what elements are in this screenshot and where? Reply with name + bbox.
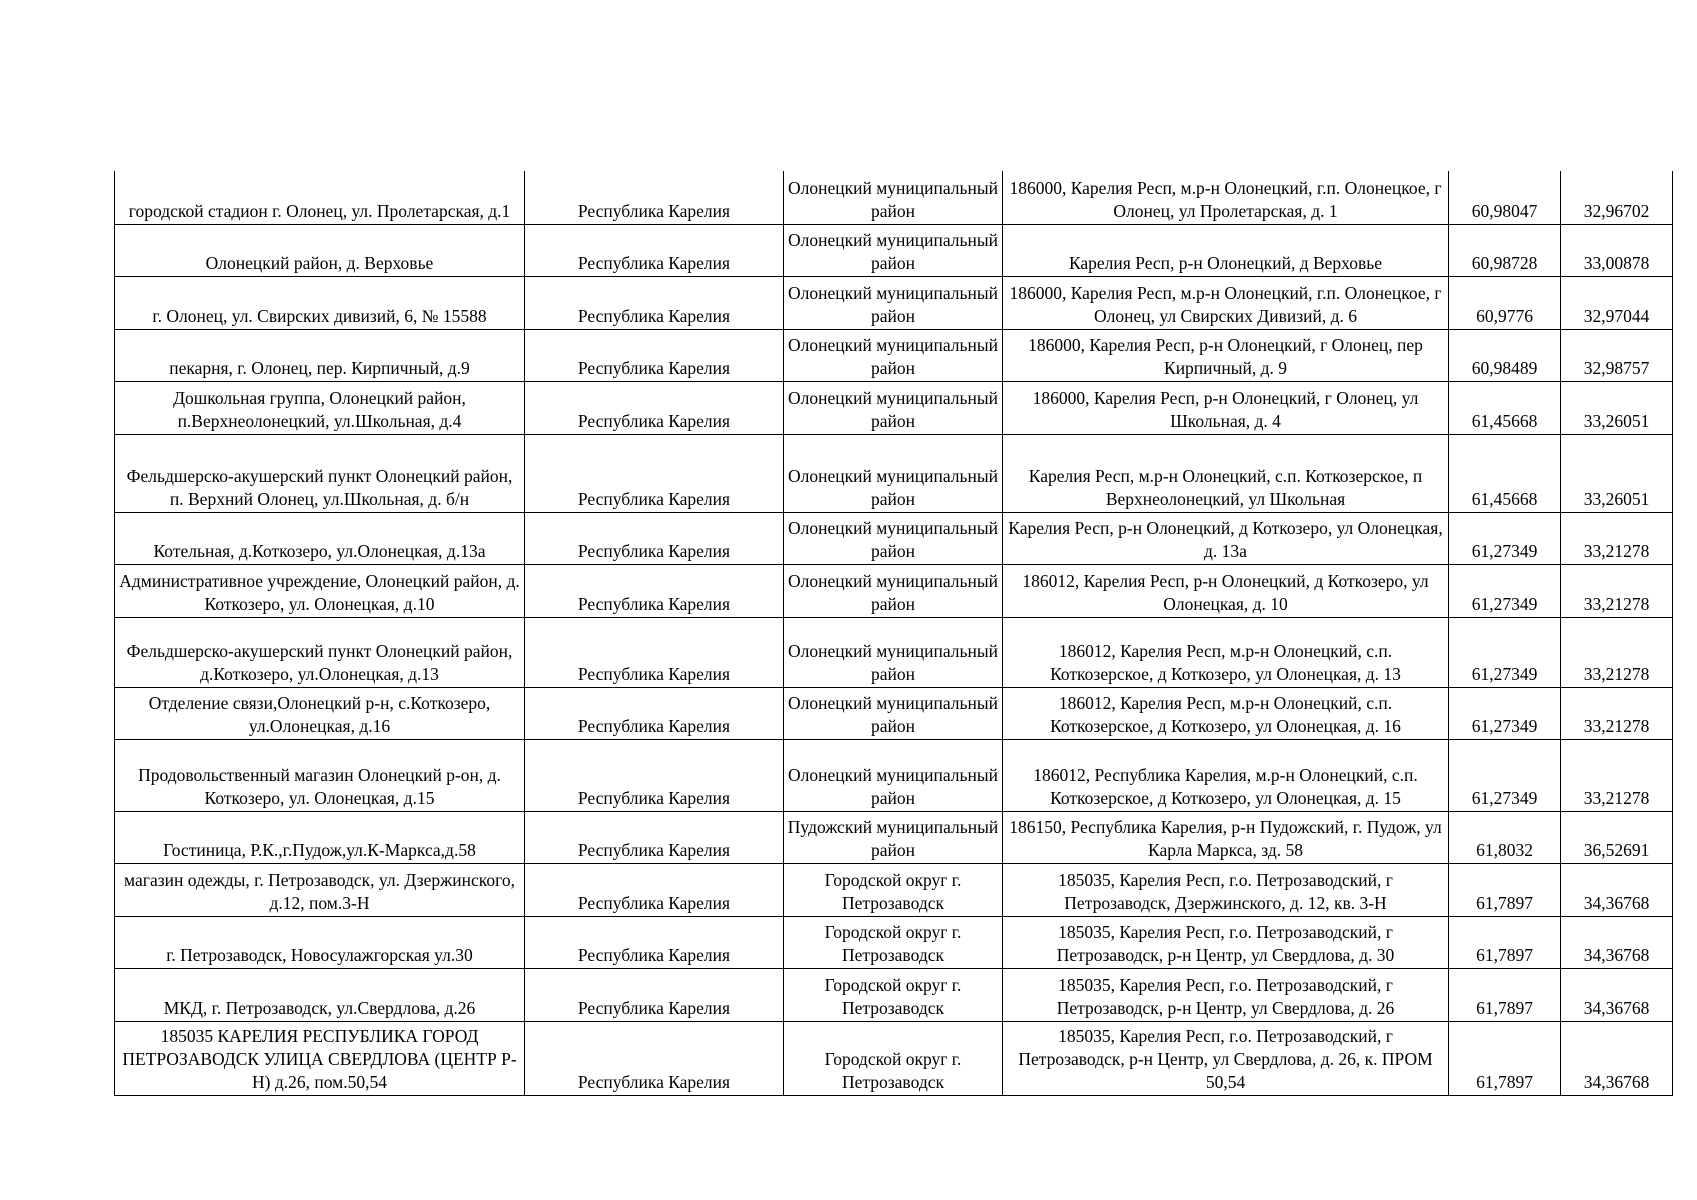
longitude-cell: 32,97044 [1561,276,1673,329]
object-name-cell: Олонецкий район, д. Верховье [115,224,525,276]
latitude-cell: 61,27349 [1449,617,1561,687]
district-cell: Олонецкий муниципальный район [784,224,1003,276]
region-cell: Республика Карелия [525,329,784,381]
longitude-cell: 36,52691 [1561,811,1673,863]
table-row [115,863,1673,916]
region-cell: Республика Карелия [525,916,784,968]
object-name-cell: Отделение связи,Олонецкий р-н, с.Коткозеро, ул.Олонецкая, д.16 [115,687,525,739]
table-row [115,276,1673,329]
latitude-cell: 61,27349 [1449,687,1561,739]
longitude-cell: 33,00878 [1561,224,1673,276]
longitude-cell: 34,36768 [1561,863,1673,916]
object-name-cell: городской стадион г. Олонец, ул. Пролетарская, д.1 [115,171,525,224]
latitude-cell: 61,7897 [1449,968,1561,1021]
object-name-cell: г. Петрозаводск, Новосулажгорская ул.30 [115,916,525,968]
longitude-cell: 33,21278 [1561,564,1673,617]
address-cell: Карелия Респ, р-н Олонецкий, д Верховье [1003,224,1449,276]
district-cell: Олонецкий муниципальный район [784,739,1003,811]
object-name-cell: Фельдшерско-акушерский пункт Олонецкий район, п. Верхний Олонец, ул.Школьная, д. б/н [115,434,525,512]
object-name-cell: Продовольственный магазин Олонецкий р-он, д. Коткозеро, ул. Олонецкая, д.15 [115,739,525,811]
latitude-cell: 61,7897 [1449,1021,1561,1095]
address-cell: 186012, Карелия Респ, р-н Олонецкий, д Коткозеро, ул Олонецкая, д. 10 [1003,564,1449,617]
table-row [115,1021,1673,1095]
address-cell: 186150, Республика Карелия, р-н Пудожский, г. Пудож, ул Карла Маркса, зд. 58 [1003,811,1449,863]
region-cell: Республика Карелия [525,171,784,224]
latitude-cell: 61,27349 [1449,564,1561,617]
object-name-cell: Котельная, д.Коткозеро, ул.Олонецкая, д.13а [115,512,525,564]
table-row [115,687,1673,739]
object-name-cell: Гостиница, Р.К.,г.Пудож,ул.К-Маркса,д.58 [115,811,525,863]
address-cell: 186012, Карелия Респ, м.р-н Олонецкий, с.п. Коткозерское, д Коткозеро, ул Олонецкая, д. 13 [1003,617,1449,687]
region-cell: Республика Карелия [525,564,784,617]
latitude-cell: 61,7897 [1449,916,1561,968]
district-cell: Олонецкий муниципальный район [784,512,1003,564]
region-cell: Республика Карелия [525,224,784,276]
table-row [115,224,1673,276]
latitude-cell: 61,8032 [1449,811,1561,863]
address-cell: 185035, Карелия Респ, г.о. Петрозаводский, г Петрозаводск, р-н Центр, ул Свердлова, д. 26 [1003,968,1449,1021]
region-cell: Республика Карелия [525,687,784,739]
longitude-cell: 34,36768 [1561,968,1673,1021]
object-name-cell: Фельдшерско-акушерский пункт Олонецкий район, д.Коткозеро, ул.Олонецкая, д.13 [115,617,525,687]
latitude-cell: 61,27349 [1449,512,1561,564]
object-name-cell: МКД, г. Петрозаводск, ул.Свердлова, д.26 [115,968,525,1021]
address-table [114,171,1673,1096]
table-row [115,381,1673,434]
longitude-cell: 33,21278 [1561,617,1673,687]
table-row [115,564,1673,617]
district-cell: Олонецкий муниципальный район [784,434,1003,512]
latitude-cell: 61,45668 [1449,434,1561,512]
region-cell: Республика Карелия [525,968,784,1021]
latitude-cell: 61,7897 [1449,863,1561,916]
region-cell: Республика Карелия [525,434,784,512]
longitude-cell: 34,36768 [1561,916,1673,968]
object-name-cell: Дошкольная группа, Олонецкий район, п.Верхнеолонецкий, ул.Школьная, д.4 [115,381,525,434]
latitude-cell: 61,45668 [1449,381,1561,434]
longitude-cell: 33,21278 [1561,739,1673,811]
table-row [115,329,1673,381]
table-row [115,512,1673,564]
longitude-cell: 34,36768 [1561,1021,1673,1095]
region-cell: Республика Карелия [525,739,784,811]
address-cell: Карелия Респ, м.р-н Олонецкий, с.п. Коткозерское, п Верхнеолонецкий, ул Школьная [1003,434,1449,512]
region-cell: Республика Карелия [525,617,784,687]
latitude-cell: 60,98489 [1449,329,1561,381]
longitude-cell: 33,26051 [1561,381,1673,434]
address-cell: 185035, Карелия Респ, г.о. Петрозаводский, г Петрозаводск, р-н Центр, ул Свердлова, д. 26, к. ПРОМ 50,54 [1003,1021,1449,1095]
district-cell: Городской округ г. Петрозаводск [784,863,1003,916]
district-cell: Олонецкий муниципальный район [784,617,1003,687]
address-cell: 186000, Карелия Респ, р-н Олонецкий, г Олонец, пер Кирпичный, д. 9 [1003,329,1449,381]
table-row [115,968,1673,1021]
region-cell: Республика Карелия [525,276,784,329]
district-cell: Олонецкий муниципальный район [784,276,1003,329]
table-row [115,617,1673,687]
object-name-cell: магазин одежды, г. Петрозаводск, ул. Дзержинского, д.12, пом.3-Н [115,863,525,916]
district-cell: Олонецкий муниципальный район [784,564,1003,617]
region-cell: Республика Карелия [525,811,784,863]
latitude-cell: 61,27349 [1449,739,1561,811]
address-cell: 186000, Карелия Респ, м.р-н Олонецкий, г.п. Олонецкое, г Олонец, ул Свирских Дивизий, д. 6 [1003,276,1449,329]
longitude-cell: 33,21278 [1561,687,1673,739]
district-cell: Городской округ г. Петрозаводск [784,1021,1003,1095]
district-cell: Пудожский муниципальный район [784,811,1003,863]
district-cell: Олонецкий муниципальный район [784,329,1003,381]
longitude-cell: 32,98757 [1561,329,1673,381]
district-cell: Городской округ г. Петрозаводск [784,916,1003,968]
latitude-cell: 60,98047 [1449,171,1561,224]
address-cell: 186000, Карелия Респ, м.р-н Олонецкий, г.п. Олонецкое, г Олонец, ул Пролетарская, д. 1 [1003,171,1449,224]
latitude-cell: 60,98728 [1449,224,1561,276]
table-row [115,739,1673,811]
table-row [115,171,1673,224]
address-cell: 185035, Карелия Респ, г.о. Петрозаводский, г Петрозаводск, Дзержинского, д. 12, кв. 3-Н [1003,863,1449,916]
longitude-cell: 33,21278 [1561,512,1673,564]
address-cell: 185035, Карелия Респ, г.о. Петрозаводский, г Петрозаводск, р-н Центр, ул Свердлова, д. 30 [1003,916,1449,968]
longitude-cell: 32,96702 [1561,171,1673,224]
district-cell: Олонецкий муниципальный район [784,687,1003,739]
table-body [115,171,1673,1095]
object-name-cell: 185035 КАРЕЛИЯ РЕСПУБЛИКА ГОРОД ПЕТРОЗАВОДСК УЛИЦА СВЕРДЛОВА (ЦЕНТР Р-Н) д.26, пом.50,54 [115,1021,525,1095]
district-cell: Олонецкий муниципальный район [784,171,1003,224]
region-cell: Республика Карелия [525,381,784,434]
address-cell: 186012, Республика Карелия, м.р-н Олонецкий, с.п. Коткозерское, д Коткозеро, ул Олонецкая, д. 15 [1003,739,1449,811]
latitude-cell: 60,9776 [1449,276,1561,329]
table-row [115,811,1673,863]
table-row [115,916,1673,968]
region-cell: Республика Карелия [525,863,784,916]
region-cell: Республика Карелия [525,512,784,564]
object-name-cell: Административное учреждение, Олонецкий район, д. Коткозеро, ул. Олонецкая, д.10 [115,564,525,617]
address-cell: 186000, Карелия Респ, р-н Олонецкий, г Олонец, ул Школьная, д. 4 [1003,381,1449,434]
region-cell: Республика Карелия [525,1021,784,1095]
longitude-cell: 33,26051 [1561,434,1673,512]
address-cell: 186012, Карелия Респ, м.р-н Олонецкий, с.п. Коткозерское, д Коткозеро, ул Олонецкая, д. 16 [1003,687,1449,739]
district-cell: Городской округ г. Петрозаводск [784,968,1003,1021]
object-name-cell: г. Олонец, ул. Свирских дивизий, 6, № 15588 [115,276,525,329]
address-cell: Карелия Респ, р-н Олонецкий, д Коткозеро, ул Олонецкая, д. 13а [1003,512,1449,564]
district-cell: Олонецкий муниципальный район [784,381,1003,434]
object-name-cell: пекарня, г. Олонец, пер. Кирпичный, д.9 [115,329,525,381]
table-row [115,434,1673,512]
